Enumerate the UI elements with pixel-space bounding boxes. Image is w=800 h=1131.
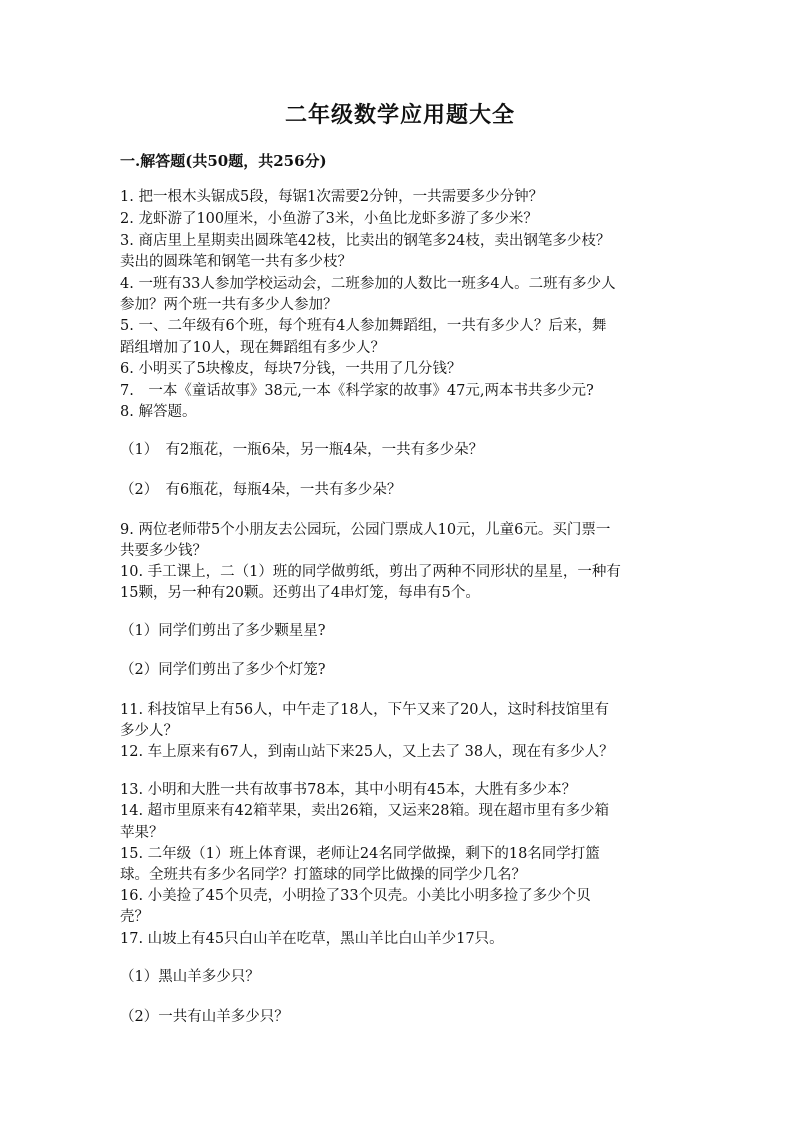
question-line: 参加？两个班一共有多少人参加？ <box>120 297 338 313</box>
section-heading: 一.解答题(共50题，共256分) <box>120 152 327 170</box>
question-line: 多少人？ <box>120 723 178 739</box>
question-line: 7. 一本《童话故事》38元,一本《科学家的故事》47元,两本书共多少元? <box>120 383 594 399</box>
question-line: 8. 解答题。 <box>120 404 197 420</box>
sub-question-line: （2）一共有山羊多少只？ <box>120 1009 289 1025</box>
question-line: 壳？ <box>120 909 149 925</box>
sub-question-line: （1）同学们剪出了多少颗星星? <box>120 623 326 639</box>
sub-question-line: （1）黑山羊多少只？ <box>120 969 260 985</box>
question-line: 15. 二年级（1）班上体育课，老师让24名同学做操，剩下的18名同学打篮 <box>120 846 600 862</box>
question-line: 13. 小明和大胜一共有故事书78本，其中小明有45本，大胜有多少本？ <box>120 782 577 798</box>
question-line: 蹈组增加了10人，现在舞蹈组有多少人？ <box>120 340 385 356</box>
question-line: 1. 把一根木头锯成5段，每锯1次需要2分钟，一共需要多少分钟？ <box>120 189 544 205</box>
sub-question-line: （2）同学们剪出了多少个灯笼? <box>120 662 326 678</box>
question-line: 16. 小美捡了45个贝壳，小明捡了33个贝壳。小美比小明多捡了多少个贝 <box>120 888 591 904</box>
page-title: 二年级数学应用题大全 <box>284 102 515 128</box>
question-line: 15颗，另一种有20颗。还剪出了4串灯笼，每串有5个。 <box>120 585 480 601</box>
sub-question-line: （2） 有6瓶花，每瓶4朵，一共有多少朵？ <box>120 482 402 498</box>
question-line: 12. 车上原来有67人，到南山站下来25人，又上去了 38人，现在有多少人？ <box>120 744 614 760</box>
question-line: 卖出的圆珠笔和钢笔一共有多少枝？ <box>120 254 352 270</box>
question-line: 2. 龙虾游了100厘米，小鱼游了3米，小鱼比龙虾多游了多少米？ <box>120 211 538 227</box>
question-line: 11. 科技馆早上有56人，中午走了18人，下午又来了20人，这时科技馆里有 <box>120 702 610 718</box>
question-line: 5. 一、二年级有6个班，每个班有4人参加舞蹈组，一共有多少人？后来，舞 <box>120 318 607 334</box>
question-line: 共要多少钱？ <box>120 543 207 559</box>
question-line: 苹果？ <box>120 825 164 841</box>
question-line: 球。全班共有多少名同学？打篮球的同学比做操的同学少几名？ <box>120 867 526 883</box>
question-line: 17. 山坡上有45只白山羊在吃草，黑山羊比白山羊少17只。 <box>120 931 504 947</box>
question-line: 10. 手工课上，二（1）班的同学做剪纸，剪出了两种不同形状的星星，一种有 <box>120 564 621 580</box>
sub-question-line: （1） 有2瓶花，一瓶6朵，另一瓶4朵，一共有多少朵？ <box>120 442 484 458</box>
question-line: 9. 两位老师带5个小朋友去公园玩，公园门票成人10元，儿童6元。买门票一 <box>120 522 611 538</box>
question-line: 3. 商店里上星期卖出圆珠笔42枝，比卖出的钢笔多24枝，卖出钢笔多少枝？ <box>120 233 611 249</box>
question-line: 6. 小明买了5块橡皮，每块7分钱，一共用了几分钱？ <box>120 361 462 377</box>
question-line: 14. 超市里原来有42箱苹果，卖出26箱，又运来28箱。现在超市里有多少箱 <box>120 803 610 819</box>
question-line: 4. 一班有33人参加学校运动会，二班参加的人数比一班多4人。二班有多少人 <box>120 276 616 292</box>
